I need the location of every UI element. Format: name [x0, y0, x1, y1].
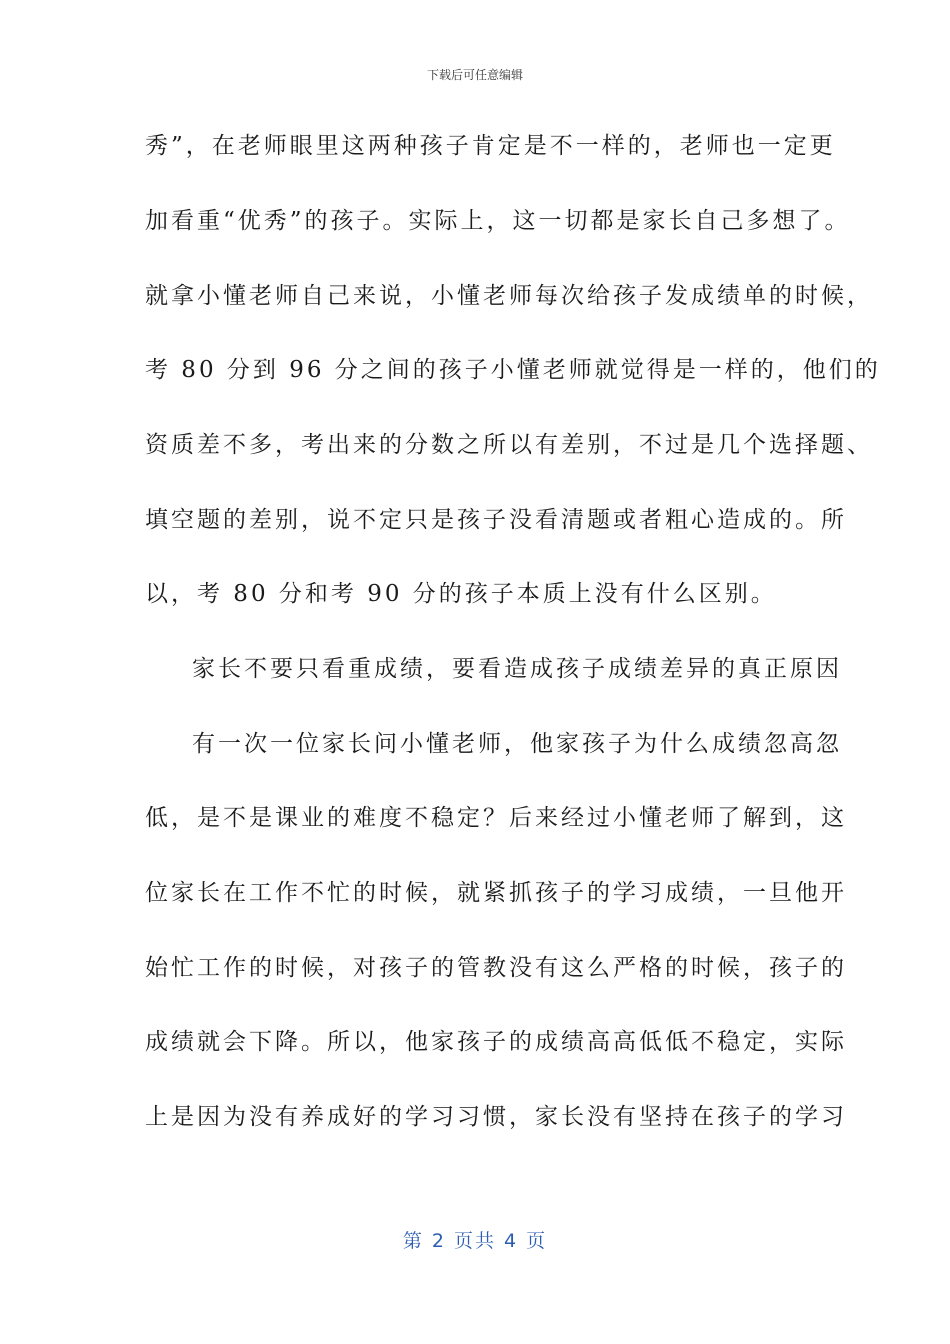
- text-line: 考 80 分到 96 分之间的孩子小懂老师就觉得是一样的，他们的: [145, 357, 881, 383]
- text-line: 以，考 80 分和考 90 分的孩子本质上没有什么区别。: [145, 581, 777, 607]
- text-line: 加看重“优秀”的孩子。实际上，这一切都是家长自己多想了。: [145, 208, 851, 234]
- page-header: 下载后可任意编辑: [426, 68, 523, 82]
- text-line: 秀”，在老师眼里这两种孩子肯定是不一样的，老师也一定更: [145, 133, 836, 159]
- text-line: 低，是不是课业的难度不稳定？后来经过小懂老师了解到，这: [145, 805, 847, 831]
- text-line: 成绩就会下降。所以，他家孩子的成绩高高低低不稳定，实际: [145, 1029, 847, 1055]
- text-line: 位家长在工作不忙的时候，就紧抓孩子的学习成绩，一旦他开: [145, 880, 847, 906]
- text-line: 有一次一位家长问小懂老师，他家孩子为什么成绩忽高忽: [192, 731, 842, 757]
- text-line: 始忙工作的时候，对孩子的管教没有这么严格的时候，孩子的: [145, 955, 847, 981]
- text-line: 就拿小懂老师自己来说，小懂老师每次给孩子发成绩单的时候，: [145, 283, 873, 309]
- section-heading: 家长不要只看重成绩，要看造成孩子成绩差异的真正原因: [192, 656, 842, 682]
- text-line: 资质差不多，考出来的分数之所以有差别，不过是几个选择题、: [145, 432, 873, 458]
- text-line: 填空题的差别，说不定只是孩子没看清题或者粗心造成的。所: [145, 507, 847, 533]
- page-number-footer: 第 2 页共 4 页: [402, 1230, 548, 1252]
- text-line: 上是因为没有养成好的学习习惯，家长没有坚持在孩子的学习: [145, 1104, 847, 1130]
